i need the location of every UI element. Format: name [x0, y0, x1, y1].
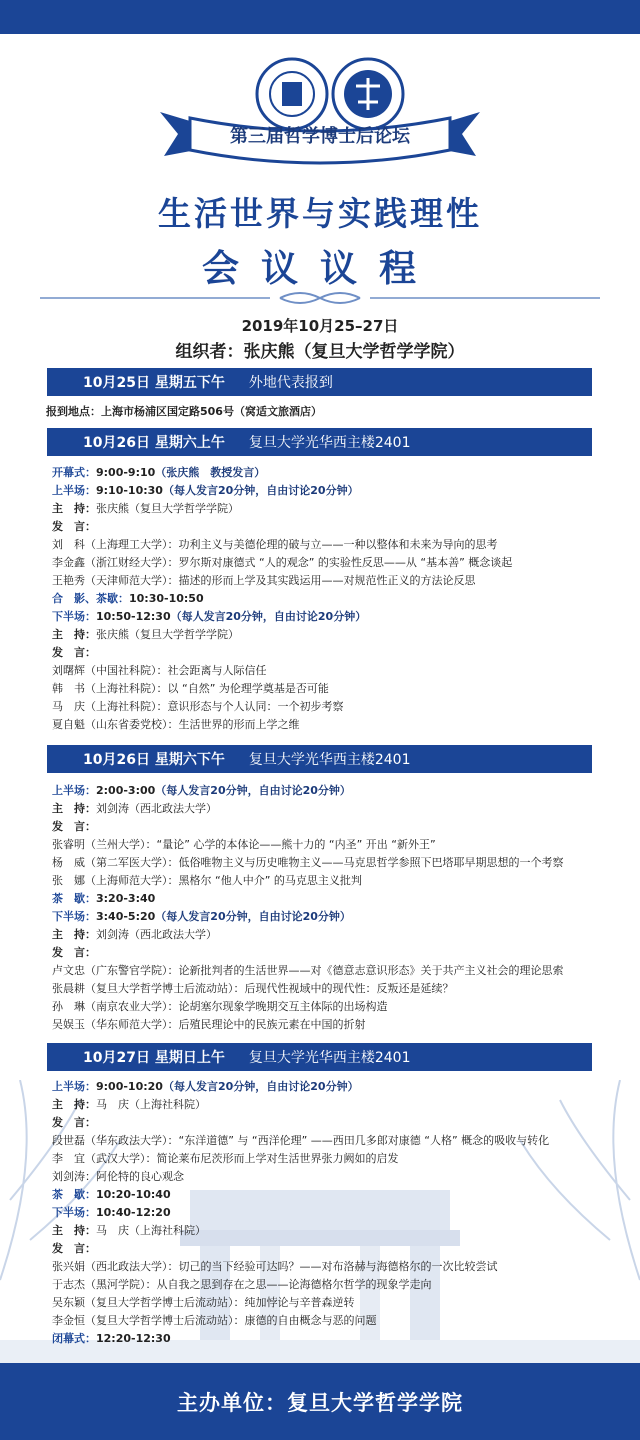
break-line: 茶 歇：10:20-10:40	[52, 1188, 171, 1201]
host-line: 主 持：马 庆（上海社科院）	[52, 1224, 206, 1237]
session-line: 下半场：3:40-5:20（每人发言20分钟，自由讨论20分钟）	[52, 910, 351, 923]
decorative-divider	[40, 288, 600, 308]
talk-item: 韩 书（上海社科院）：以 “自然” 为伦理学奠基是否可能	[52, 682, 329, 695]
speakers-label: 发 言：	[52, 1116, 96, 1129]
talk-item: 王艳秀（天津师范大学）：描述的形而上学及其实践运用——对规范性正义的方法论反思	[52, 574, 476, 587]
talk-item: 杨 威（第二军医大学）：低俗唯物主义与历史唯物主义——马克思哲学参照下巴塔耶早期思想的一个考察	[52, 856, 564, 869]
break-line: 合 影、茶歇：10:30-10:50	[52, 592, 204, 605]
talk-item: 卢文忠（广东警官学院）：论新批判者的生活世界——对《德意志意识形态》关于共产主义社会的理论思索	[52, 964, 564, 977]
host-line: 主 持：刘剑涛（西北政法大学）	[52, 802, 217, 815]
host-line: 主 持：张庆熊（复旦大学哲学学院）	[52, 628, 239, 641]
section-venue: 复旦大学光华西主楼2401	[248, 752, 411, 768]
conference-dates: 2019年10月25–27日	[241, 317, 399, 335]
talk-item: 张 娜（上海师范大学）：黑格尔 “他人中介” 的马克思主义批判	[52, 874, 362, 887]
talk-item: 段世磊（华东政法大学）：“东洋道德” 与 “西洋伦理” ——西田几多郎对康德 “人格” 概念的吸收与转化	[52, 1134, 550, 1147]
session-line: 上半场：9:00-10:20（每人发言20分钟，自由讨论20分钟）	[52, 1080, 359, 1093]
talk-item: 张睿明（兰州大学）：“量论” 心学的本体论——熊十力的 “内圣” 开出 “新外王”	[52, 838, 436, 851]
section-header-oct27	[47, 1043, 592, 1071]
talk-item: 马 庆（上海社科院）：意识形态与个人认同：一个初步考察	[52, 700, 344, 713]
talk-item: 于志杰（黑河学院）：从自我之思到存在之思——论海德格尔哲学的现象学走向	[52, 1278, 432, 1291]
agenda-heading: 会议议程	[202, 246, 438, 290]
talk-item: 张晨耕（复旦大学哲学博士后流动站）：后现代性视域中的现代性：反叛还是延续？	[52, 982, 454, 995]
section-title: 外地代表报到	[248, 375, 333, 391]
forum-name: 第三届哲学博士后论坛	[230, 126, 410, 147]
top-bar	[0, 0, 640, 34]
section-date: 10月27日 星期日上午	[83, 1050, 225, 1066]
organizer: 组织者：张庆熊（复旦大学哲学学院）	[175, 342, 465, 362]
talk-item: 张兴娟（西北政法大学）：切己的当下经验可达吗？——对布洛赫与海德格尔的一次比较尝试	[52, 1260, 498, 1273]
section-date: 10月26日 星期六下午	[83, 752, 225, 768]
speakers-label: 发 言：	[52, 1242, 96, 1255]
section-venue: 复旦大学光华西主楼2401	[248, 1050, 411, 1066]
footer-bar	[0, 1363, 640, 1440]
section-date: 10月25日 星期五下午	[83, 375, 225, 391]
registration-location: 报到地点：上海市杨浦区国定路506号（窝适文旅酒店）	[46, 405, 322, 418]
section-header-oct26-am	[47, 428, 592, 456]
talk-item: 李金恒（复旦大学哲学博士后流动站）：康德的自由概念与恶的问题	[52, 1314, 377, 1327]
talk-item: 孙 琳（南京农业大学）：论胡塞尔现象学晚期交互主体际的出场构造	[52, 1000, 388, 1013]
talk-item: 吴娱玉（华东师范大学）：后殖民理论中的民族元素在中国的折射	[52, 1018, 366, 1031]
talk-item: 刘剑涛：阿伦特的良心观念	[52, 1170, 184, 1183]
section-date: 10月26日 星期六上午	[83, 435, 225, 451]
host-line: 主 持：马 庆（上海社科院）	[52, 1098, 206, 1111]
talk-item: 李金鑫（浙江财经大学）：罗尔斯对康德式 “人的观念” 的实验性反思——从 “基本善” 概念谈起	[52, 556, 513, 569]
talk-item: 吴东颖（复旦大学哲学博士后流动站）：纯加悖论与辛普森逆转	[52, 1296, 355, 1309]
opening-line: 开幕式：9:00-9:10（张庆熊 教授发言）	[52, 466, 266, 479]
session-line: 下半场：10:50-12:30（每人发言20分钟，自由讨论20分钟）	[52, 610, 367, 623]
speakers-label: 发 言：	[52, 946, 96, 959]
host-organization: 主办单位：复旦大学哲学学院	[177, 1390, 463, 1415]
session-line: 下半场：10:40-12:20	[52, 1206, 171, 1219]
section-header-oct25	[47, 368, 592, 396]
speakers-label: 发 言：	[52, 820, 96, 833]
talk-item: 李 宜（武汉大学）：简论莱布尼茨形而上学对生活世界张力阙如的启发	[52, 1152, 399, 1165]
session-line: 上半场：2:00-3:00（每人发言20分钟，自由讨论20分钟）	[52, 784, 351, 797]
talk-item: 夏自魁（山东省委党校）：生活世界的形而上学之维	[52, 718, 300, 731]
talk-item: 刘曙辉（中国社科院）：社会距离与人际信任	[52, 664, 267, 677]
conference-title: 生活世界与实践理性	[158, 194, 482, 233]
session-line: 上半场：9:10-10:30（每人发言20分钟，自由讨论20分钟）	[52, 484, 359, 497]
talk-item: 刘 科（上海理工大学）：功利主义与美德伦理的破与立——一种以整体和未来为导向的思考	[52, 538, 498, 551]
host-line: 主 持：刘剑涛（西北政法大学）	[52, 928, 217, 941]
speakers-label: 发 言：	[52, 520, 96, 533]
closing-line: 闭幕式：12:20-12:30	[52, 1332, 171, 1345]
host-line: 主 持：张庆熊（复旦大学哲学学院）	[52, 502, 239, 515]
break-line: 茶 歇：3:20-3:40	[52, 892, 156, 905]
section-header-oct26-pm	[47, 745, 592, 773]
section-venue: 复旦大学光华西主楼2401	[248, 435, 411, 451]
speakers-label: 发 言：	[52, 646, 96, 659]
